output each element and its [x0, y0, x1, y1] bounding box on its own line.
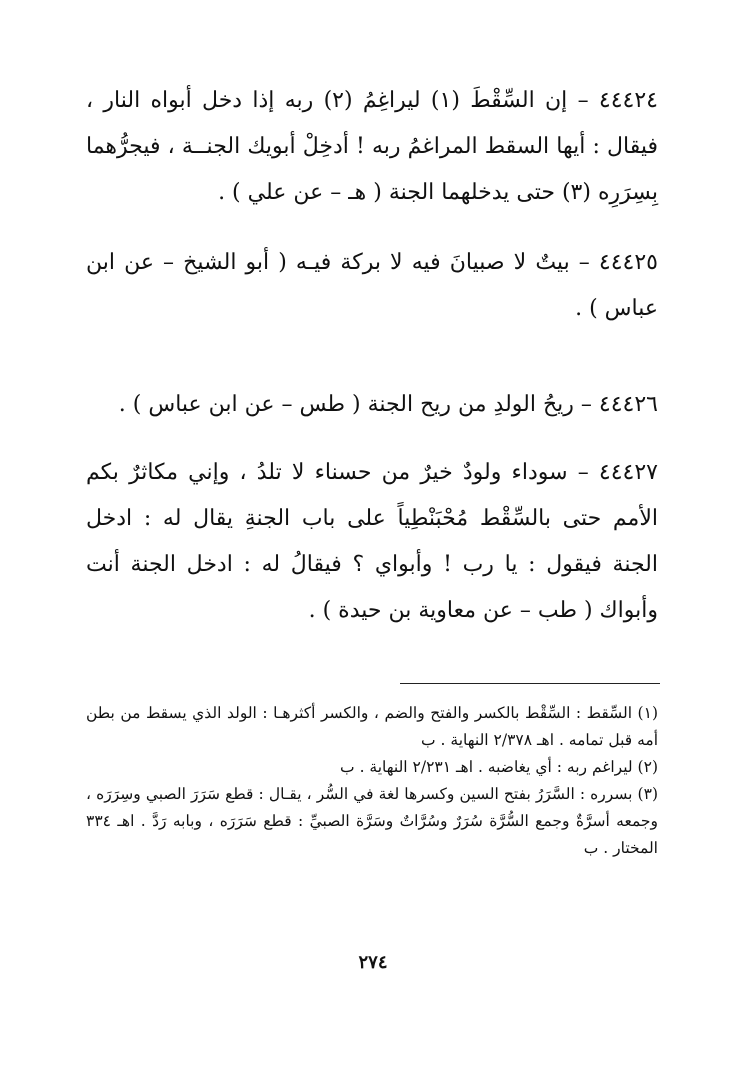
- hadith-entry: [86, 382, 658, 428]
- footnotes: [86, 700, 658, 862]
- entry-number: ٤٤٤٢٤: [598, 88, 658, 113]
- entry-text: – إن السِّقْطَ (١) ليراغِمُ (٢) ربه إذا دخل أبواه النار ، فيقال : أيها السقط المراغمُ ربه ! أدخِلْ أبويك الجنــة ، فيجرُّهما بِسِرَرِه (٣) حتى يدخلهما الجنة ( هـ – عن علي ) .: [86, 88, 658, 205]
- hadith-entry: [86, 240, 658, 332]
- entry-number: ٤٤٤٢٥: [598, 250, 658, 275]
- entry-text: – سوداء ولودٌ خيرٌ من حسناء لا تلدُ ، وإني مكاثرٌ بكم الأمم حتى بالسِّقْط مُحْبَنْطِياً على باب الجنةِ يقال له : ادخل الجنة فيقول : يا رب ! وأبواي ؟ فيقالُ له : ادخل الجنة أنت وأبواك ( طب – عن معاوية بن حيدة ) .: [86, 460, 658, 623]
- footnote: (١) السِّقط : السِّقْط بالكسر والفتح والضم ، والكسر أكثرهـا : الولد الذي يسقط من بطن أمه قبل تمامه . اهـ ٢/٣٧٨ النهاية . ب: [86, 704, 658, 749]
- entry-number: ٤٤٤٢٦: [598, 392, 658, 417]
- hadith-entry: [86, 78, 658, 216]
- footnote: (٣) بسرره : السَّرَرُ بفتح السين وكسرها لغة في السُّر ، يقـال : قطع سَرَرَ الصبي وسِرَرَه ، وجمعه أسرَّةٌ وجمع السُّرَّة سُرَرٌ وسُرَّاتٌ وسَرَّة الصبيِّ : قطع سَرَرَه ، وبابه رَدَّ . اهـ ٣٣٤ المختار . ب: [86, 785, 658, 857]
- footnote: (٢) ليراغم ربه : أي يغاضبه . اهـ ٢/٢٣١ النهاية . ب: [340, 758, 658, 776]
- page-number: ٢٧٤: [358, 952, 388, 973]
- hadith-entry: [86, 450, 658, 634]
- entry-number: ٤٤٤٢٧: [598, 460, 658, 485]
- entry-text: – بيتٌ لا صبيانَ فيه لا بركة فيـه ( أبو الشيخ – عن ابن عباس ) .: [86, 250, 658, 321]
- entry-text: – ريحُ الولدِ من ريح الجنة ( طس – عن ابن عباس ) .: [118, 392, 592, 417]
- footnote-divider: [400, 683, 660, 684]
